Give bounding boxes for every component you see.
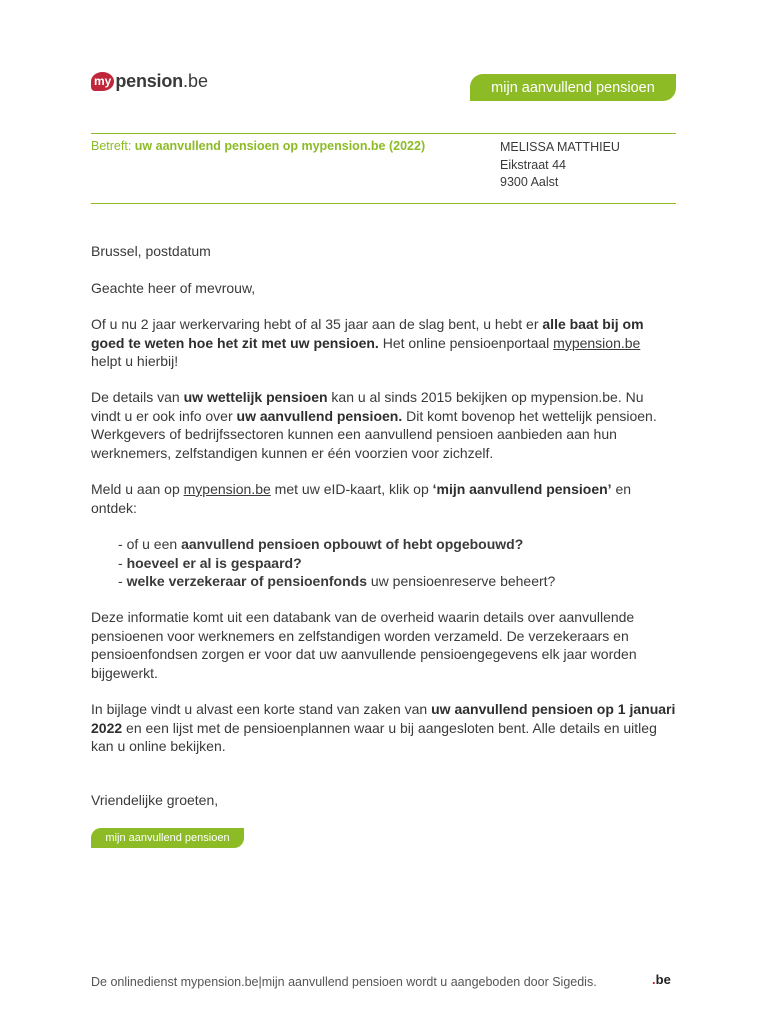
p2-bold-d: uw aanvullend pensioen. (236, 407, 403, 424)
p5-text-a: In bijlage vindt u alvast een korte stand van zaken van (91, 701, 432, 717)
mypension-link[interactable]: mypension.be (553, 334, 641, 351)
logo-my: my (91, 72, 114, 91)
paragraph-4: Deze informatie komt uit een databank van de overheid waarin details over aanvullende pensioenen voor werknemers en zelfstandigen worden verzameld. De verzekeraars en pensioenfondsen zorgen er voor dat uw aanvullende pensioengegevens elk jaar worden bijgewerkt. (91, 609, 637, 681)
footer-text: De onlinedienst mypension.be|mijn aanvullend pensioen wordt u aangeboden door Sigedis. (91, 975, 597, 989)
p3-text-d: en ontdek: (91, 481, 632, 516)
list-item: - hoeveel er al is gespaard? (118, 554, 302, 571)
p1-text-a: Of u nu 2 jaar werkervaring hebt of al 35 jaar aan de slag bent, u hebt er (91, 316, 543, 332)
list-item: - welke verzekeraar of pensioenfonds uw pensioenreserve beheert? (118, 573, 556, 589)
address-name: MELISSA MATTHIEU (500, 140, 620, 154)
bottom-divider (91, 203, 676, 204)
paragraph-5 (91, 700, 676, 756)
footer-logo-be: be (655, 972, 671, 987)
place-date: Brussel, postdatum (91, 243, 211, 259)
p5-bold: uw aanvullend pensioen op 1 januari 2022 (91, 701, 676, 736)
paragraph-2 (91, 388, 676, 462)
mypension-link-2[interactable]: mypension.be (183, 481, 271, 497)
bullet-list (118, 535, 555, 591)
list-item: - of u een aanvullend pensioen opbouwt of hebt opgebouwd? (118, 536, 524, 552)
p2-bold-b: uw wettelijk pensioen (183, 389, 328, 405)
p2-text-e: Dit komt bovenop het wettelijk pensioen. Werkgevers of bedrijfssectoren kunnen een aanvullend pensioen aanbieden aan hun werknemers, zelfstandigen kunnen er één voorzien voor zichzelf. (91, 407, 657, 461)
p3-text-b: met uw eID-kaart, klik op (270, 481, 433, 497)
p2-text-a: De details van (91, 389, 184, 405)
subject-text: uw aanvullend pensioen op mypension.be (2022) (134, 139, 426, 153)
header-tab: mijn aanvullend pensioen (470, 74, 676, 101)
p5-text-c: en een lijst met de pensioenplannen waar u bij aangesloten bent. Alle details en uitleg kan u online bekijken. (91, 719, 657, 754)
subject-label: Betreft: (91, 139, 132, 153)
footer-logo-dot: . (652, 972, 656, 987)
paragraph-3 (91, 480, 676, 517)
p3-bold: ‘mijn aanvullend pensioen’ (432, 481, 612, 497)
address-city: 9300 Aalst (500, 175, 559, 189)
p2-text-c: kan u al sinds 2015 bekijken op mypension.be. Nu vindt u er ook info over (91, 389, 644, 424)
paragraph-1 (91, 315, 676, 371)
mypension-logo (91, 68, 208, 94)
logo-be: .be (182, 70, 208, 91)
closing: Vriendelijke groeten, (91, 792, 219, 808)
logo-pension: pension (115, 70, 183, 91)
belgium-be-logo (652, 972, 671, 987)
address-street: Eikstraat 44 (500, 157, 567, 172)
p1-bold: alle baat bij om goed te weten hoe het zit met uw pensioen. (91, 316, 644, 351)
top-divider (91, 133, 676, 134)
p3-text-a: Meld u aan op (91, 481, 184, 497)
address-block (500, 139, 620, 192)
subject-line (91, 139, 425, 153)
signature-tab: mijn aanvullend pensioen (91, 828, 244, 848)
p1-text-c: Het online pensioenportaal (378, 334, 554, 351)
p1-text-d: helpt u hierbij! (91, 353, 179, 369)
salutation: Geachte heer of mevrouw, (91, 280, 256, 296)
